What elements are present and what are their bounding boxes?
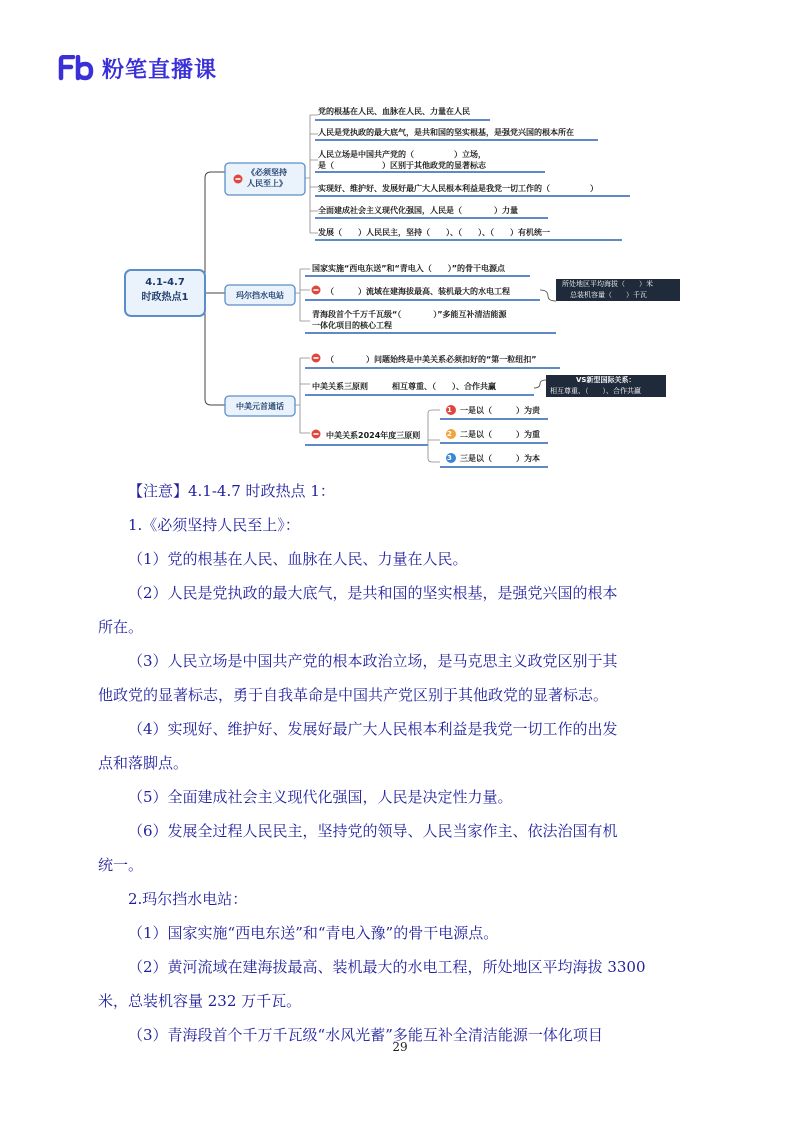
principle-number-1: 1 [447,406,452,414]
page-number: 29 [392,1040,408,1054]
people-item-6: 发展（ ）人民民主，坚持（ ）、（ ）、（ ）有机统一 [318,228,550,237]
china-us-note-1: VS新型国际关系： [576,376,636,384]
people-item-5: 全面建成社会主义现代化强国，人民是（ ）力量 [318,206,518,215]
people-item-2: 人民是党执政的最大底气，是共和国的坚实根基，是强党兴国的根本所在 [318,128,574,137]
hydro-item-2: （ ）流域在建海拔最高、装机最大的水电工程 [326,287,510,296]
china-us-item-2: 中美关系三原则 [312,382,368,391]
note-line: 1.《必须坚持人民至上》： [128,516,300,534]
mind-map [0,0,800,475]
principle-1: 一是以（ ）为责 [460,406,540,415]
people-item-3a: 人民立场是中国共产党的（ ）立场， [318,150,486,159]
note-line: 米，总装机容量 232 万千瓦。 [98,992,302,1010]
note-line: 点和落脚点。 [98,754,189,772]
branch-label-hydropower: 玛尔挡水电站 [236,291,284,300]
china-us-item-3: 相互尊重、（ ）、合作共赢 [392,382,496,391]
note-line: 他政党的显著标志，勇于自我革命是中国共产党区别于其他政党的显著标志。 [98,686,609,704]
note-line: （2）人民是党执政的最大底气，是共和国的坚实根基，是强党兴国的根本 [128,584,618,602]
branch-label-china-us-call: 中美元首通话 [236,402,284,411]
notes-section [98,474,708,1052]
principle-number-3: 3 [447,454,452,462]
note-line: （1）国家实施“西电东送”和“青电入豫”的骨干电源点。 [128,924,499,942]
china-us-item-1: （ ）问题始终是中美关系必须扣好的“第一粒纽扣” [326,355,537,364]
china-us-note-2: 相互尊重、（ ）、合作共赢 [550,387,641,395]
hydro-note-2: 总装机容量（ ）千瓦 [570,291,647,299]
china-us-item-4: 中美关系2024年度三原则 [326,431,421,440]
people-item-1: 党的根基在人民、血脉在人民、力量在人民 [318,107,470,116]
principle-2: 二是以（ ）为重 [460,430,540,439]
mind-map-root: 4.1-4.7 时政热点1 [141,277,189,303]
note-line: （3）青海段首个千万千瓦级“水风光蓄”多能互补全清洁能源一体化项目 [128,1026,603,1044]
people-item-3b: 是（ ）区别于其他政党的显著标志 [318,161,486,170]
branch-label-people-first: 《必须坚持 人民至上》 [247,168,287,188]
principle-number-2: 2 [447,430,452,438]
principle-3: 三是以（ ）为本 [460,454,540,463]
note-line: 统一。 [98,856,144,874]
note-line: （1）党的根基在人民、血脉在人民、力量在人民。 [128,550,468,568]
note-line: （5）全面建成社会主义现代化强国，人民是决定性力量。 [128,788,513,806]
note-line: （6）发展全过程人民民主，坚持党的领导、人民当家作主、依法治国有机 [128,822,618,840]
hydro-item-3b: 一体化项目的核心工程 [312,321,392,330]
hydro-item-3a: 青海段首个千万千瓦级“（ ）”多能互补清洁能源 [312,310,507,319]
hydro-item-1: 国家实施“西电东送”和“青电入（ ）”的骨干电源点 [312,264,506,273]
note-line: 2.玛尔挡水电站： [128,890,248,908]
notes-heading: 【注意】4.1-4.7 时政热点 1： [128,482,335,500]
note-line: 所在。 [98,618,144,636]
people-item-4: 实现好、维护好、发展好最广大人民根本利益是我党一切工作的（ ） [318,184,598,193]
hydro-note-1: 所处地区平均海拔（ ）米 [562,280,653,288]
note-line: （3）人民立场是中国共产党的根本政治立场，是马克思主义政党区别于其 [128,652,618,670]
note-line: （2）黄河流域在建海拔最高、装机最大的水电工程，所处地区平均海拔 3300 [128,958,646,976]
logo-title: 粉笔直播课 [102,57,218,83]
note-line: （4）实现好、维护好、发展好最广大人民根本利益是我党一切工作的出发 [128,720,618,738]
